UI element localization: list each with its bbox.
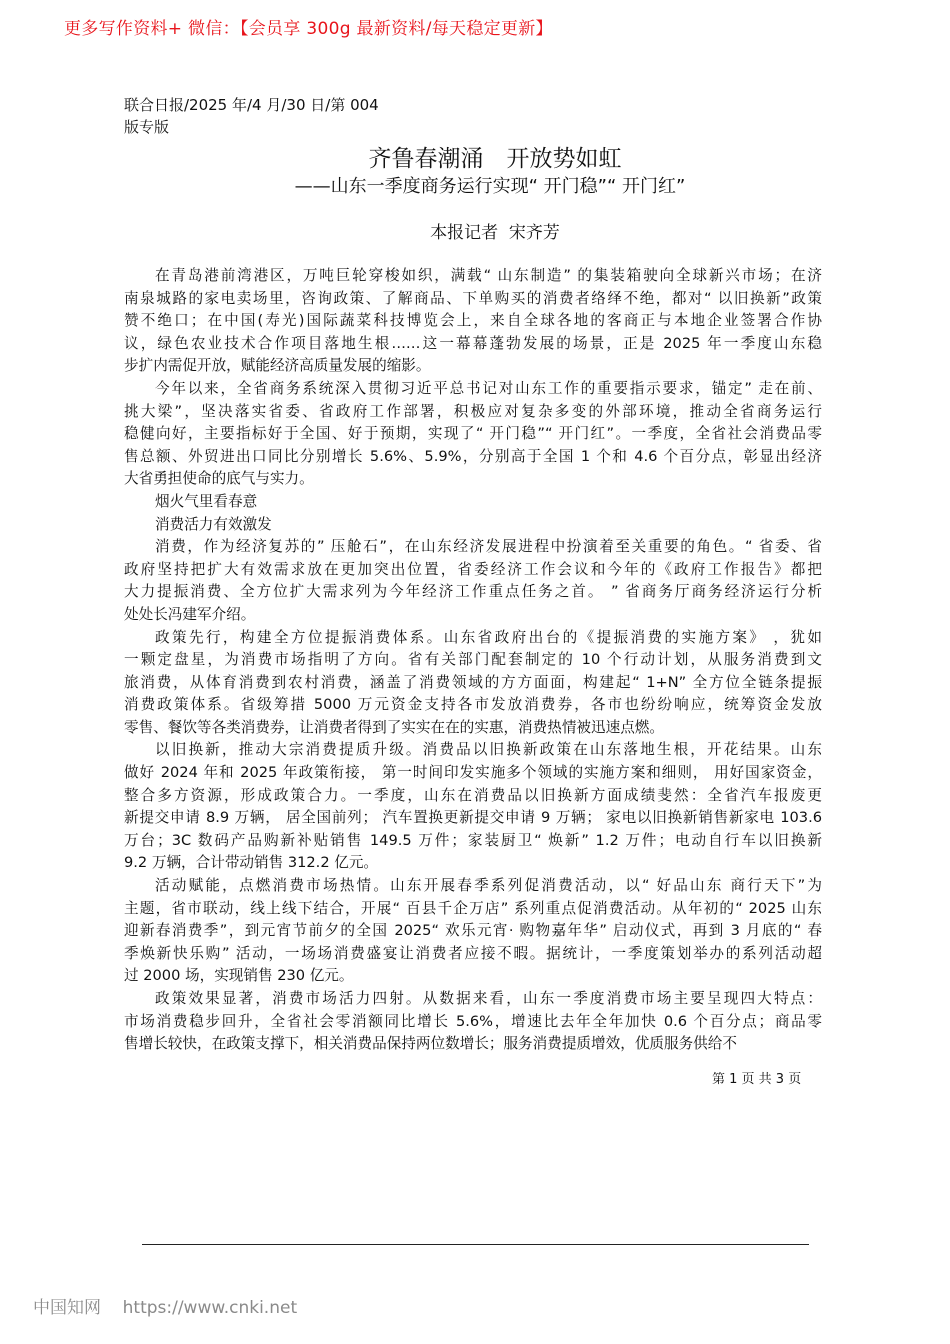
page-number: 第 1 页 共 3 页 xyxy=(712,1072,802,1087)
footer-url[interactable]: https://www.cnki.net xyxy=(122,1298,298,1318)
paragraph-line: 烟火气里看春意 xyxy=(155,492,258,510)
paragraph xyxy=(124,536,822,626)
paragraph-line: 迎新春消费季”，到元宵节前夕的全国 2025“ 欢乐元宵· 购物嘉年华” 启动仪式，再到 3 月底的“ 春 xyxy=(124,922,822,940)
paragraph xyxy=(124,739,822,875)
paragraph-line: 处处长冯建军介绍。 xyxy=(124,605,256,623)
paragraph-line: 消费，作为经济复苏的” 压舱石”，在山东经济发展进程中扮演着至关重要的角色。“ 省委、省 xyxy=(155,538,822,556)
paragraph-line: 主题，省市联动，线上线下结合，开展“ 百县千企万店” 系列重点促消费活动。从年初的“ 2025 山东 xyxy=(124,899,822,917)
source-info xyxy=(124,94,379,138)
paragraph xyxy=(124,265,822,378)
paragraph-line: 9.2 万辆，合计带动销售 312.2 亿元。 xyxy=(124,854,379,872)
article-subtitle: ——山东一季度商务运行实现“ 开门稳”“ 开门红” xyxy=(294,176,686,197)
footer-watermark xyxy=(33,1293,297,1318)
paragraph-line: 旅消费，从体育消费到农村消费，涵盖了消费领域的方方面面，构建起“ 1+N” 全方位全链条提振 xyxy=(124,673,822,691)
paragraph-line: 步扩内需促开放，赋能经济高质量发展的缩影。 xyxy=(124,357,431,375)
paragraph xyxy=(124,378,822,491)
paragraph-line: 售总额、外贸进出口同比分别增长 5.6%、5.9%，分别高于全国 1 个和 4.6 个百分点，彰显出经济 xyxy=(124,447,822,465)
paragraph-line: 消费政策体系。省级筹措 5000 万元资金支持各市发放消费券，各市也纷纷响应，统筹资金发放 xyxy=(124,696,822,714)
article-title: 齐鲁春潮涌 开放势如虹 xyxy=(368,146,622,172)
paragraph-line: 万台；3C 数码产品购新补贴销售 149.5 万件；家装厨卫“ 焕新” 1.2 万件；电动自行车以旧换新 xyxy=(124,831,822,849)
paragraph-line: 过 2000 场，实现销售 230 亿元。 xyxy=(124,967,354,985)
footer-site: 中国知网 xyxy=(33,1298,101,1318)
paragraph-line: 市场消费稳步回升，全省社会零消额同比增长 5.6%，增速比去年全年加快 0.6 个百分点；商品零 xyxy=(124,1012,822,1030)
paragraph xyxy=(124,627,822,740)
paragraph-line: 大省勇担使命的底气与实力。 xyxy=(124,470,314,488)
paragraph-line: 赞不绝口；在中国(寿光)国际蔬菜科技博览会上，来自全球各地的客商正与本地企业签署合作协 xyxy=(124,312,822,330)
paragraph-line: 议，绿色农业技术合作项目落地生根……这一幕幕蓬勃发展的场景，正是 2025 年一季度山东稳 xyxy=(124,334,822,352)
byline: 本报记者 宋齐芳 xyxy=(430,223,560,243)
paragraph-line: 消费活力有效激发 xyxy=(155,515,272,533)
paragraph-line: 挑大梁”，坚决落实省委、省政府工作部署，积极应对复杂多变的外部环境，推动全省商务运行 xyxy=(124,402,822,420)
paragraph-line: 政策效果显著，消费市场活力四射。从数据来看，山东一季度消费市场主要呈现四大特点： xyxy=(155,990,822,1007)
source-line: 版专版 xyxy=(124,118,170,136)
paragraph xyxy=(124,875,822,988)
paragraph-line: 整合多方资源，形成政策合力。一季度，山东在消费品以旧换新方面成绩斐然：全省汽车报废更 xyxy=(124,786,822,804)
paragraph-line: 做好 2024 年和 2025 年政策衔接， 第一时间印发实施多个领域的实施方案和细则， 用好国家资金， xyxy=(124,764,822,782)
promo-banner: 更多写作资料+ 微信：【会员享 300g 最新资料/每天稳定更新】 xyxy=(64,19,553,39)
paragraph xyxy=(124,514,822,537)
source-line: 联合日报/2025 年/4 月/30 日/第 004 xyxy=(124,96,379,114)
paragraph-line: 新提交申请 8.9 万辆， 居全国前列； 汽车置换更新提交申请 9 万辆； 家电以旧换新销售新家电 103.6 xyxy=(124,809,822,827)
paragraph-line: 南泉城路的家电卖场里，咨询政策、了解商品、下单购买的消费者络绎不绝，都对“ 以旧换新”政策 xyxy=(124,289,822,307)
footer-divider xyxy=(142,1244,809,1245)
paragraph-line: 今年以来，全省商务系统深入贯彻习近平总书记对山东工作的重要指示要求，锚定” 走在前、 xyxy=(155,379,822,397)
paragraph-line: 活动赋能，点燃消费市场热情。山东开展春季系列促消费活动，以“ 好品山东 商行天下”为 xyxy=(155,877,822,895)
paragraph-line: 售增长较快，在政策支撑下，相关消费品保持两位数增长；服务消费提质增效，优质服务供给不 xyxy=(124,1035,737,1053)
paragraph-line: 政府坚持把扩大有效需求放在更加突出位置，省委经济工作会议和今年的《政府工作报告》都把 xyxy=(124,560,822,578)
paragraph-line: 季焕新快乐购” 活动，一场场消费盛宴让消费者应接不暇。据统计，一季度策划举办的系列活动超 xyxy=(124,944,822,962)
paragraph-line: 稳健向好，主要指标好于全国、好于预期，实现了“ 开门稳”“ 开门红”。一季度，全省社会消费品零 xyxy=(124,425,822,443)
paragraph-line: 零售、餐饮等各类消费券，让消费者得到了实实在在的实惠，消费热情被迅速点燃。 xyxy=(124,718,664,736)
paragraph-line: 一颗定盘星，为消费市场指明了方向。省有关部门配套制定的 10 个行动计划，从服务消费到文 xyxy=(124,651,822,669)
paragraph xyxy=(124,491,822,514)
paragraph-line: 大力提振消费、全方位扩大需求列为今年经济工作重点任务之首。 ” 省商务厅商务经济运行分析 xyxy=(124,583,822,601)
article-body xyxy=(124,265,822,1056)
paragraph xyxy=(124,988,822,1056)
paragraph-line: 在青岛港前湾港区，万吨巨轮穿梭如织，满载“ 山东制造” 的集装箱驶向全球新兴市场；在济 xyxy=(155,267,822,284)
paragraph-line: 政策先行，构建全方位提振消费体系。山东省政府出台的《提振消费的实施方案》 ，犹如 xyxy=(155,628,822,646)
paragraph-line: 以旧换新，推动大宗消费提质升级。消费品以旧换新政策在山东落地生根，开花结果。山东 xyxy=(155,741,822,759)
